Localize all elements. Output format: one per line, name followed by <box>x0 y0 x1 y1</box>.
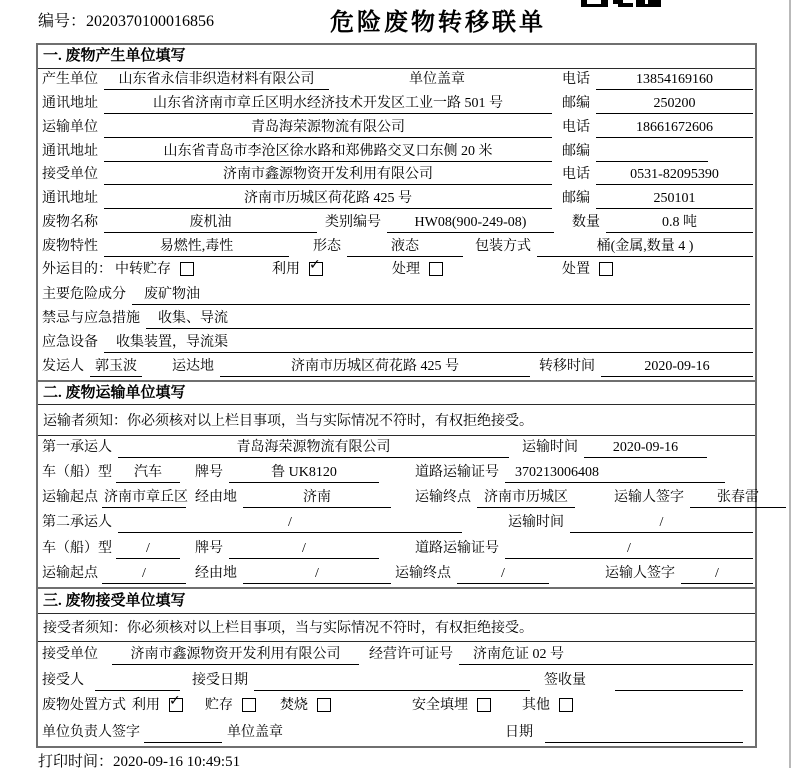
receipt-quantity-label: 签收量 <box>544 672 586 688</box>
taboo-measures-value: 收集、导流 <box>146 310 753 329</box>
operation-license-value: 济南危证 02 号 <box>459 646 753 665</box>
plate-number-2-value: / <box>229 540 379 559</box>
accepting-unit-label: 接受单位 <box>42 646 98 662</box>
category-code-value: HW08(900-249-08) <box>387 214 554 233</box>
section1-header: 一. 废物产生单位填写 <box>38 45 755 69</box>
main-hazard-value: 废矿物油 <box>132 286 750 305</box>
checkbox-storage[interactable] <box>242 698 256 712</box>
row-generator-address <box>38 93 755 117</box>
option-storage-label: 贮存 <box>205 697 233 713</box>
destination-label: 运达地 <box>172 358 214 374</box>
row-receiver-unit <box>38 165 755 189</box>
road-permit-value: 370213006408 <box>505 464 725 483</box>
checkbox-treat[interactable] <box>429 262 443 276</box>
plate-number-label: 牌号 <box>195 464 223 480</box>
print-time <box>38 750 240 768</box>
row-vehicle-2 <box>38 536 755 561</box>
qr-code-fragment <box>578 0 664 9</box>
physical-form-label: 形态 <box>313 239 341 255</box>
emergency-equipment-label: 应急设备 <box>42 334 98 350</box>
option-incinerate-label: 焚烧 <box>280 697 308 713</box>
unit-seal-label: 单位盖章 <box>227 725 283 741</box>
option-utilize-label: 利用 <box>132 697 160 713</box>
receiver-address-value: 济南市历城区荷花路 425 号 <box>104 190 552 209</box>
row-emergency-equipment <box>38 332 755 356</box>
section2-rows <box>38 436 759 587</box>
category-code-label: 类别编号 <box>325 215 381 231</box>
option-landfill-label: 安全填埋 <box>412 697 468 713</box>
receiver-notice: 接受者须知：你必须核对以上栏目事项，当与实际情况不符时，有权拒绝接受。 <box>38 614 755 642</box>
phone-label: 电话 <box>562 167 590 183</box>
row-transport-unit <box>38 117 755 141</box>
waste-name-label: 废物名称 <box>42 215 98 231</box>
waste-name-value: 废机油 <box>104 214 317 233</box>
generator-address-value: 山东省济南市章丘区明水经济技术开发区工业一路 501 号 <box>104 95 552 114</box>
first-carrier-label: 第一承运人 <box>42 439 112 455</box>
taboo-measures-label: 禁忌与应急措施 <box>42 310 140 326</box>
option-utilize-label: 利用 <box>272 262 300 278</box>
origin-value: 济南市章丘区 <box>102 489 186 508</box>
option-treat-label: 处理 <box>392 262 420 278</box>
section1-rows <box>38 69 755 380</box>
document-number-value: 2020370100016856 <box>86 13 215 30</box>
section3-header: 三. 废物接受单位填写 <box>38 589 755 614</box>
receiver-unit-label: 接受单位 <box>42 167 98 183</box>
receiver-phone-value: 0531-82095390 <box>596 166 753 185</box>
road-permit-label: 道路运输证号 <box>415 464 499 480</box>
date-label: 日期 <box>505 725 533 741</box>
main-hazard-label: 主要危险成分 <box>42 286 126 302</box>
via-value: 济南 <box>243 489 391 508</box>
transporter-signature-label: 运输人签字 <box>605 565 675 581</box>
checkbox-utilize-checked[interactable] <box>309 257 323 276</box>
generator-phone-value: 13854169160 <box>596 71 753 90</box>
transporter-signature-label: 运输人签字 <box>614 490 684 506</box>
row-transfer-purpose <box>38 257 755 284</box>
checkbox-other[interactable] <box>559 698 573 712</box>
physical-form-value: 液态 <box>347 238 463 257</box>
waste-property-value: 易燃性,毒性 <box>104 238 289 257</box>
via-2-value: / <box>243 565 391 584</box>
row-route-2 <box>38 562 755 587</box>
via-label: 经由地 <box>195 565 237 581</box>
document-number-label: 编号： <box>38 13 87 30</box>
document-number <box>38 8 214 31</box>
postcode-label: 邮编 <box>562 191 590 207</box>
quantity-value: 0.8 吨 <box>606 214 753 233</box>
plate-number-value: 鲁 UK8120 <box>229 464 379 483</box>
packaging-label: 包装方式 <box>475 239 531 255</box>
row-route-1 <box>38 486 759 511</box>
generator-unit-label: 产生单位 <box>42 71 98 87</box>
section2 <box>38 380 759 587</box>
phone-label: 电话 <box>562 119 590 135</box>
vehicle-type-label: 车（船）型 <box>42 540 112 556</box>
check-mark-icon: ✓ <box>169 692 181 709</box>
transporter-signature-value: 张春雷 <box>690 489 786 508</box>
quantity-label: 数量 <box>572 215 600 231</box>
row-second-carrier <box>38 511 755 536</box>
option-dispose-label: 处置 <box>562 262 590 278</box>
terminal-value: 济南市历城区 <box>477 489 575 508</box>
origin-label: 运输起点 <box>42 490 98 506</box>
terminal-2-value: / <box>457 565 549 584</box>
print-time-value: 2020-09-16 10:49:51 <box>113 754 241 768</box>
postcode-label: 邮编 <box>562 143 590 159</box>
page-edge-line <box>789 0 791 768</box>
vehicle-type-2-value: / <box>116 540 180 559</box>
row-waste-name <box>38 212 755 236</box>
row-accepting-unit <box>38 642 755 668</box>
terminal-label: 运输终点 <box>415 490 471 506</box>
checkbox-incinerate[interactable] <box>317 698 331 712</box>
row-generator-unit <box>38 69 755 93</box>
waste-property-label: 废物特性 <box>42 239 98 255</box>
vehicle-type-label: 车（船）型 <box>42 464 112 480</box>
origin-2-value: / <box>102 565 186 584</box>
vehicle-type-value: 汽车 <box>116 464 180 483</box>
emergency-equipment-value: 收集装置，导流渠 <box>104 334 753 353</box>
row-vehicle-1 <box>38 461 755 486</box>
transfer-purpose-label: 外运目的： <box>42 262 112 278</box>
destination-value: 济南市历城区荷花路 425 号 <box>220 358 530 377</box>
row-receiver-address <box>38 188 755 212</box>
row-main-hazard <box>38 284 755 308</box>
row-waste-property <box>38 236 755 260</box>
via-label: 经由地 <box>195 490 237 506</box>
transport-time-2-value: / <box>570 514 753 533</box>
option-other-label: 其他 <box>522 697 550 713</box>
road-permit-label: 道路运输证号 <box>415 540 499 556</box>
postcode-label: 邮编 <box>562 95 590 111</box>
packaging-value: 桶(金属,数量 4 ) <box>537 238 753 257</box>
receipt-quantity-value <box>615 672 743 691</box>
second-carrier-label: 第二承运人 <box>42 515 112 531</box>
row-consignor <box>38 356 755 380</box>
origin-label: 运输起点 <box>42 565 98 581</box>
transporter-notice: 运输者须知：你必须核对以上栏目事项，当与实际情况不符时，有权拒绝接受。 <box>38 405 755 436</box>
plate-number-label: 牌号 <box>195 540 223 556</box>
disposal-method-label: 废物处置方式 <box>42 697 126 713</box>
row-taboo-measures <box>38 308 755 332</box>
consignor-label: 发运人 <box>42 358 84 374</box>
unit-seal-label: 单位盖章 <box>409 71 465 87</box>
row-responsible-signature <box>38 720 755 746</box>
page-title: 危险废物转移联单 <box>330 10 546 36</box>
first-carrier-value: 青岛海荣源物流有限公司 <box>118 439 509 458</box>
accepting-person-value <box>95 672 180 691</box>
address-label: 通讯地址 <box>42 191 98 207</box>
transport-time-label: 运输时间 <box>522 439 578 455</box>
section2-header: 二. 废物运输单位填写 <box>38 382 755 405</box>
generator-postcode-value: 250200 <box>596 95 753 114</box>
check-mark-icon: ✓ <box>309 257 321 274</box>
responsible-signature-label: 单位负责人签字 <box>42 725 140 741</box>
section3 <box>38 587 755 746</box>
transport-address-value: 山东省青岛市李沧区徐水路和郑佛路交叉口东侧 20 米 <box>104 143 552 162</box>
checkbox-dispose[interactable] <box>599 262 613 276</box>
accepting-person-label: 接受人 <box>42 672 84 688</box>
second-carrier-value: / <box>118 514 462 533</box>
option-transit-storage-label: 中转贮存 <box>115 262 171 278</box>
checkbox-transit-storage[interactable] <box>180 262 194 276</box>
transport-time-label: 运输时间 <box>508 515 564 531</box>
manifest-form <box>36 43 757 748</box>
date-value <box>545 724 743 743</box>
row-transport-address <box>38 141 755 165</box>
receiver-unit-value: 济南市鑫源物资开发利用有限公司 <box>104 166 552 185</box>
operation-license-label: 经营许可证号 <box>369 646 453 662</box>
transfer-date-label: 转移时间 <box>539 358 595 374</box>
row-disposal-method <box>38 694 755 720</box>
generator-unit-value: 山东省永信非织造材料有限公司 <box>104 71 329 90</box>
phone-label: 电话 <box>562 71 590 87</box>
transporter-signature-2-value: / <box>681 565 753 584</box>
accept-date-label: 接受日期 <box>192 672 248 688</box>
checkbox-utilize-checked[interactable] <box>169 692 183 712</box>
row-accepting-person <box>38 668 755 694</box>
consignor-value: 郭玉波 <box>90 358 142 377</box>
accepting-unit-value: 济南市鑫源物资开发利用有限公司 <box>112 646 359 665</box>
print-time-label: 打印时间： <box>38 754 114 768</box>
transport-unit-label: 运输单位 <box>42 119 98 135</box>
transport-postcode-value <box>596 143 708 162</box>
responsible-signature-value <box>144 724 222 743</box>
transport-time-value: 2020-09-16 <box>584 439 707 458</box>
address-label: 通讯地址 <box>42 95 98 111</box>
section3-rows <box>38 642 755 746</box>
road-permit-2-value: / <box>505 540 753 559</box>
row-first-carrier <box>38 436 755 461</box>
accept-date-value <box>254 672 530 691</box>
address-label: 通讯地址 <box>42 143 98 159</box>
transport-phone-value: 18661672606 <box>596 119 753 138</box>
terminal-label: 运输终点 <box>395 565 451 581</box>
transfer-date-value: 2020-09-16 <box>601 358 753 377</box>
transport-unit-value: 青岛海荣源物流有限公司 <box>104 119 552 138</box>
receiver-postcode-value: 250101 <box>596 190 753 209</box>
checkbox-landfill[interactable] <box>477 698 491 712</box>
